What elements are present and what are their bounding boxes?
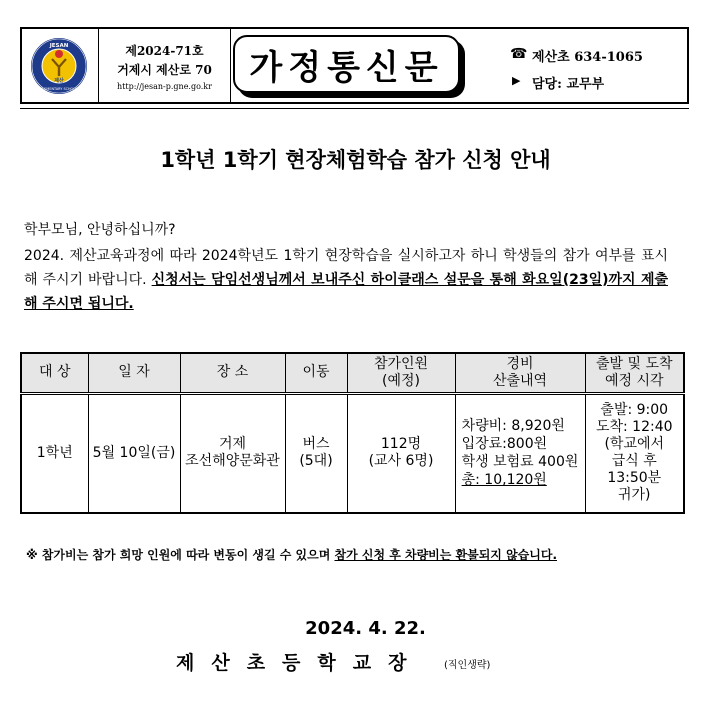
time-line-note3: 13:50분 bbox=[607, 470, 662, 487]
place-line1: 거제 bbox=[218, 436, 247, 453]
header-cost-line1: 경비 bbox=[506, 355, 534, 372]
header-participants-line1: 참가인원 bbox=[373, 355, 429, 372]
school-url[interactable]: http://jesan-p.gne.go.kr bbox=[117, 82, 212, 91]
cost-line-insurance: 학생 보험료 400원 bbox=[461, 454, 579, 471]
cost-line-vehicle: 차량비: 8,920원 bbox=[461, 418, 565, 435]
issue-date: 2024. 4. 22. bbox=[305, 618, 426, 639]
notice-emphasis: 참가 신청 후 차량비는 환불되지 않습니다. bbox=[334, 548, 557, 562]
cell-transport bbox=[285, 393, 347, 513]
cell-target: 1학년 bbox=[21, 393, 88, 513]
svg-text:제산: 제산 bbox=[54, 78, 64, 84]
header-time bbox=[585, 353, 684, 393]
school-address: 거제시 제산로 70 bbox=[117, 63, 212, 77]
school-info bbox=[99, 29, 231, 102]
seal-omitted-note: (직인생략) bbox=[444, 660, 491, 671]
time-line-depart: 출발: 9:00 bbox=[600, 402, 669, 419]
logo-cell bbox=[22, 29, 99, 102]
phone-number: 제산초 634-1065 bbox=[532, 50, 643, 65]
greeting: 학부모님, 안녕하십니까? bbox=[24, 222, 176, 238]
header-divider bbox=[20, 108, 689, 109]
document-title: 1학년 1학기 현장체험학습 참가 신청 안내 bbox=[160, 148, 551, 172]
place-line2: 조선해양문화관 bbox=[185, 453, 280, 470]
newsletter-header bbox=[20, 27, 689, 104]
body-emphasis: 신청서는 담임선생님께서 보내주신 하이클래스 설문을 통해 화요일(23일)까지 제출해 주시면 됩니다. bbox=[24, 272, 668, 312]
header-date: 일 자 bbox=[88, 353, 180, 393]
cell-date: 5월 10일(금) bbox=[88, 393, 180, 513]
contact-department: 담당: 교무부 bbox=[532, 77, 605, 92]
cost-lines bbox=[462, 417, 579, 489]
header-participants-line2: (예정) bbox=[382, 372, 420, 389]
header-cost bbox=[455, 353, 585, 393]
header-cost-line2: 산출내역 bbox=[492, 372, 548, 389]
trip-info-table bbox=[20, 352, 685, 514]
svg-text:ELEMENTARY SCHOOL: ELEMENTARY SCHOOL bbox=[40, 87, 78, 91]
school-logo bbox=[30, 37, 88, 95]
time-lines bbox=[596, 402, 673, 504]
table-row bbox=[21, 393, 684, 513]
time-line-arrive: 도착: 12:40 bbox=[595, 419, 673, 436]
time-line-note1: (학교에서 bbox=[604, 436, 665, 453]
header-place: 장 소 bbox=[180, 353, 285, 393]
time-line-note4: 귀가) bbox=[617, 487, 651, 504]
header-time-line1: 출발 및 도착 bbox=[595, 355, 673, 372]
body-text: 2024. 제산교육과정에 따라 2024학년도 1학기 현장학습을 실시하고자 하니 학생들의 참가 여부를 표시해 주시기 바랍니다. bbox=[24, 248, 668, 288]
transport-line2: (5대) bbox=[299, 453, 333, 470]
newsletter-title-box bbox=[233, 35, 460, 93]
header-participants bbox=[347, 353, 455, 393]
newsletter-title: 가정통신문 bbox=[249, 47, 444, 88]
notice bbox=[26, 546, 557, 563]
cost-line-admission: 입장료:800원 bbox=[461, 436, 548, 453]
transport-line1: 버스 bbox=[302, 436, 330, 453]
header-time-line2: 예정 시각 bbox=[604, 372, 664, 389]
principal-signature: 제산초등학교장 bbox=[176, 652, 424, 674]
cell-time bbox=[585, 393, 684, 513]
participants-line2: (교사 6명) bbox=[368, 453, 434, 470]
header-transport: 이동 bbox=[285, 353, 347, 393]
cell-cost bbox=[455, 393, 585, 513]
issue-number: 제2024-71호 bbox=[125, 44, 204, 58]
table-header-row bbox=[21, 353, 684, 393]
cell-participants bbox=[347, 393, 455, 513]
cost-line-total: 총: 10,120원 bbox=[461, 472, 547, 489]
cell-place bbox=[180, 393, 285, 513]
notice-text: ※ 참가비는 참가 희망 인원에 따라 변동이 생길 수 있으며 bbox=[26, 548, 335, 562]
phone-icon: ☎ bbox=[510, 46, 528, 62]
time-line-note2: 급식 후 bbox=[611, 453, 657, 470]
header-target: 대 상 bbox=[21, 353, 88, 393]
svg-text:JESAN: JESAN bbox=[49, 43, 69, 49]
body-paragraph bbox=[24, 244, 668, 316]
triangle-bullet-icon: ▶ bbox=[512, 74, 521, 87]
participants-line1: 112명 bbox=[380, 436, 422, 453]
